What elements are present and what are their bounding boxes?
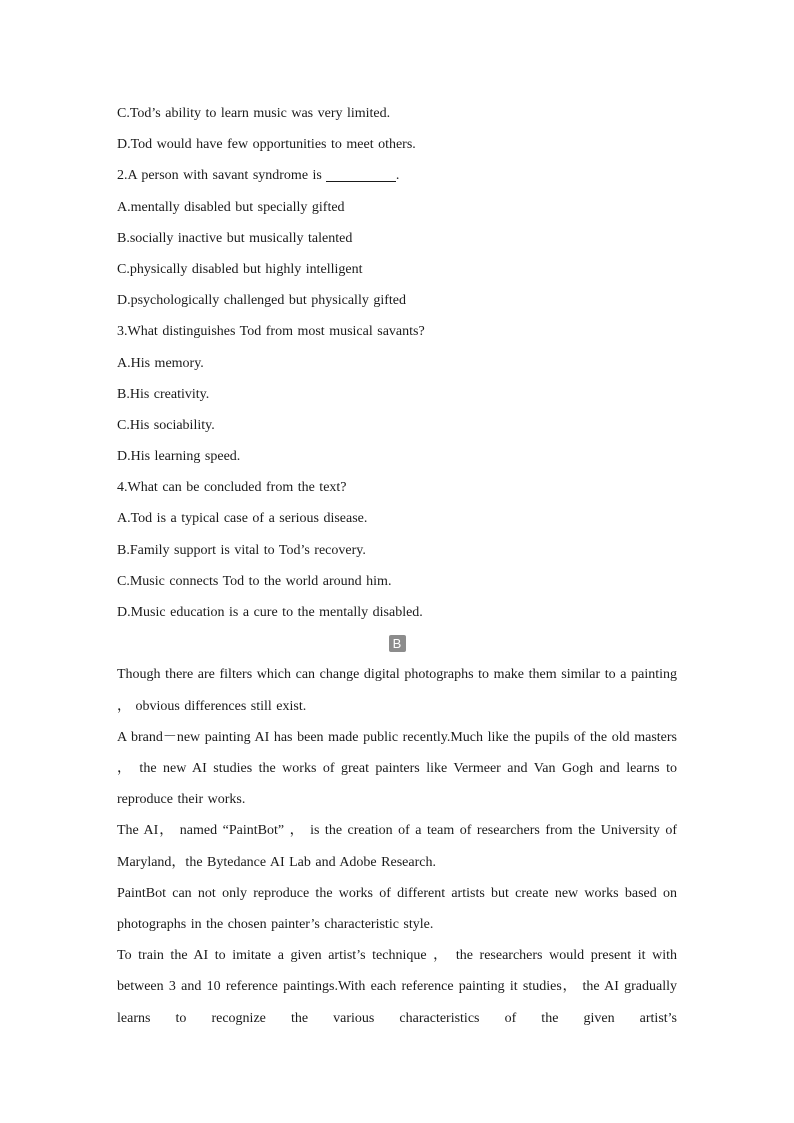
option-3b: B.His creativity.: [117, 386, 210, 402]
section-b-badge: B: [389, 635, 406, 652]
passage-paragraph-5: To train the AI to imitate a given artist’s technique ， the researchers would present it with between 3 and 10 reference paintings.With each reference painting it studies， the AI gradually learns to recognize the various characteristics of the given artist’s: [117, 948, 677, 1026]
section-header: [117, 628, 677, 659]
option-1d: D.Tod would have few opportunities to meet others.: [117, 137, 416, 153]
option-3a: A.His memory.: [117, 355, 204, 371]
option-2a: A.mentally disabled but specially gifted: [117, 199, 345, 215]
question-3: 3.What distinguishes Tod from most musical savants?: [117, 324, 425, 340]
passage-paragraph-2: A brand－new painting AI has been made public recently.Much like the pupils of the old masters ， the new AI studies the works of great painters like Vermeer and Van Gogh and learns to reproduce their works.: [117, 729, 677, 808]
passage-paragraph-3: The AI， named “PaintBot” ， is the creation of a team of researchers from the University of Maryland，the Bytedance AI Lab and Adobe Research.: [117, 823, 677, 870]
option-2b: B.socially inactive but musically talented: [117, 230, 353, 246]
passage-paragraph-1: Though there are filters which can change digital photographs to make them similar to a painting ， obvious differences still exist.: [117, 667, 677, 714]
passage-paragraph-4: PaintBot can not only reproduce the works of different artists but create new works based on photographs in the chosen painter’s characteristic style.: [117, 885, 677, 932]
question-2-end: .: [395, 168, 400, 184]
option-3c: C.His sociability.: [117, 417, 215, 433]
option-4d: D.Music education is a cure to the mentally disabled.: [117, 605, 423, 620]
option-1c: C.Tod’s ability to learn music was very limited.: [117, 106, 391, 121]
option-4b: B.Family support is vital to Tod’s recovery.: [117, 542, 366, 558]
option-2d: D.psychologically challenged but physically gifted: [117, 293, 406, 309]
answer-blank: [326, 167, 396, 182]
option-2c: C.physically disabled but highly intelligent: [117, 261, 363, 277]
question-2: [117, 160, 677, 191]
option-4c: C.Music connects Tod to the world around him.: [117, 573, 392, 589]
option-3d: D.His learning speed.: [117, 449, 241, 465]
document-page: [117, 98, 677, 1034]
question-2-text: 2.A person with savant syndrome is: [117, 168, 322, 184]
option-4a: A.Tod is a typical case of a serious disease.: [117, 511, 368, 527]
question-4: 4.What can be concluded from the text?: [117, 480, 347, 496]
